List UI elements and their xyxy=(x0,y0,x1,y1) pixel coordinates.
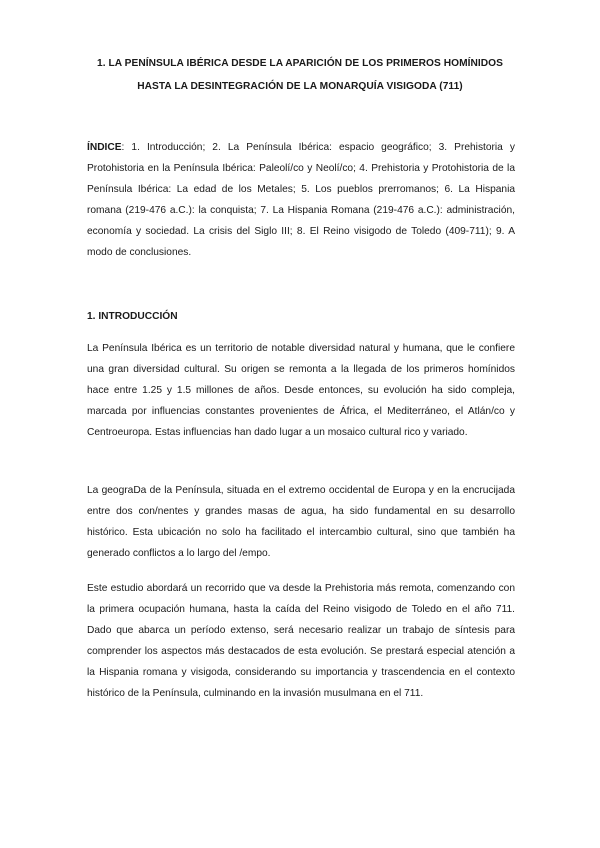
index-paragraph xyxy=(87,137,515,263)
document-title-line-1: 1. LA PENÍNSULA IBÉRICA DESDE LA APARICIÓN DE LOS PRIMEROS HOMÍNIDOS xyxy=(96,58,504,69)
paragraph-1: La Península Ibérica es un territorio de notable diversidad natural y humana, que le confiere una gran diversidad cultural. Su origen se remonta a la llegada de los primeros homínidos hace entre 1.25 y 1.5 millones de años. Desde entonces, su evolución ha sido compleja, marcada por influencias constantes provenientes de África, el Mediterráneo, el Atlán/co y Centroeuropa. Estas influencias han dado lugar a un mosaico cultural rico y variado. xyxy=(87,343,515,438)
paragraph-2: La geograDa de la Península, situada en el extremo occidental de Europa y en la encrucijada entre dos con/nentes y grandes masas de agua, ha sido fundamental en su desarrollo histórico. Esta ubicación no solo ha facilitado el intercambio cultural, sino que también ha generado conflictos a lo largo del /empo. xyxy=(87,485,515,559)
index-text: : 1. Introducción; 2. La Península Ibérica: espacio geográfico; 3. Prehistoria y Protohistoria en la Península Ibérica: Paleolí/co y Neolí/co; 4. Prehistoria y Protohistoria de la Península Ibérica: La edad de los Metales; 5. Los pueblos prerromanos; 6. La Hispania romana (219-476 a.C.): la conquista; 7. La Hispania Romana (219-476 a.C.): administración, economía y sociedad. La crisis del Siglo III; 8. El Reino visigodo de Toledo (409-711); 9. A modo de conclusiones. xyxy=(87,142,515,258)
document-title-line-2: HASTA LA DESINTEGRACIÓN DE LA MONARQUÍA VISIGODA (711) xyxy=(137,81,463,92)
index-label: ÍNDICE xyxy=(87,142,122,153)
section-heading: 1. INTRODUCCIÓN xyxy=(87,311,178,322)
paragraph-3: Este estudio abordará un recorrido que va desde la Prehistoria más remota, comenzando con la primera ocupación humana, hasta la caída del Reino visigodo de Toledo en el año 711. Dado que abarca un período extenso, será necesario realizar un trabajo de síntesis para comprender los aspectos más destacados de esta evolución. Se prestará especial atención a la Hispania romana y visigoda, considerando su importancia y trascendencia en el contexto histórico de la Península, culminando en la invasión musulmana en el 711. xyxy=(87,583,515,699)
